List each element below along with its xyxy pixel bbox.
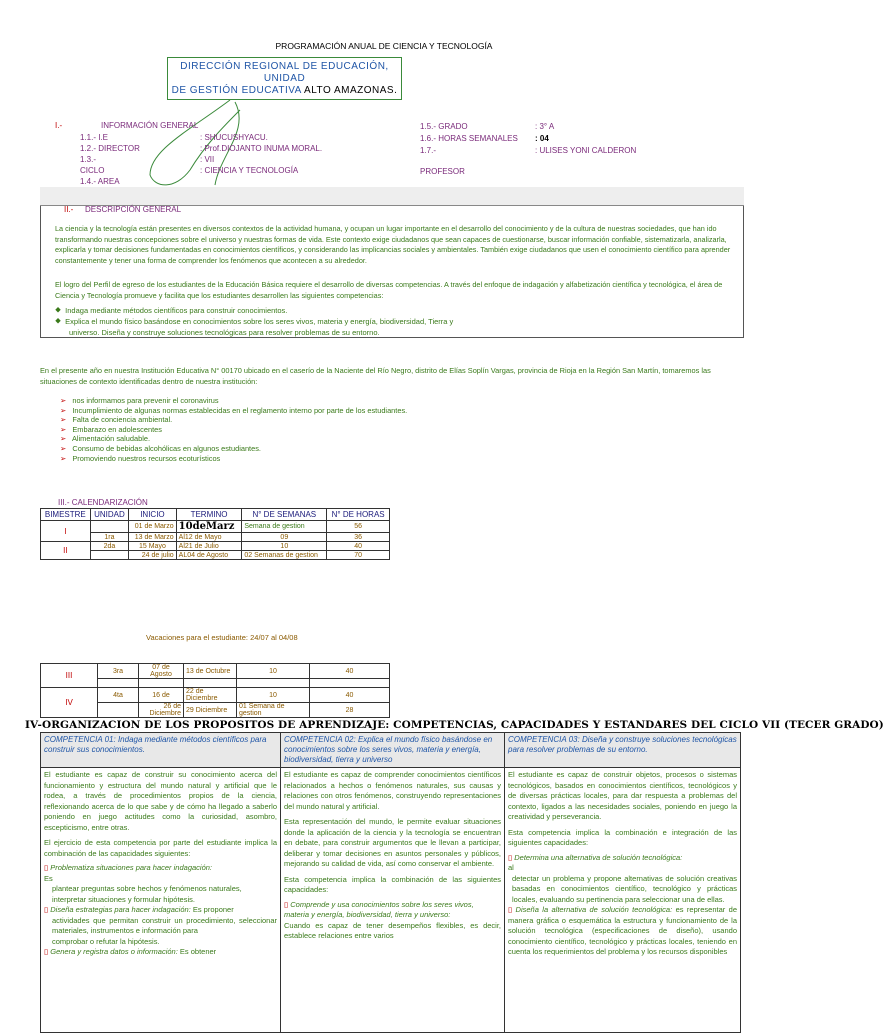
- col3-paragraph: Esta competencia implica la combinación e integración de las siguientes capacidades:: [508, 827, 737, 847]
- col1-text: comprobar o refutar la hipótesis.: [52, 936, 160, 946]
- info-right-label: 1.6.- HORAS SEMANALES: [420, 134, 518, 143]
- calendar-table: [40, 508, 390, 560]
- info-label: CICLO: [80, 166, 105, 175]
- dre-line2a: DE GESTIÓN EDUCATIVA: [171, 85, 302, 96]
- col1-capacity: Genera y registra datos o información:: [50, 947, 178, 956]
- col1-text: actividades que permitan construir un procedimiento, seleccionar materiales, instrumentos e información para: [52, 915, 277, 935]
- info-value: : CIENCIA Y TECNOLOGÍA: [200, 166, 299, 175]
- context-item: nos informamos para prevenir el coronavirus: [72, 396, 219, 405]
- col3-text: al: [508, 863, 514, 872]
- dre-line2b: ALTO AMAZONAS.: [304, 85, 398, 96]
- info-labels: [80, 132, 200, 187]
- cell-bimestre: II: [41, 542, 91, 560]
- cell: 10deMarz: [176, 521, 242, 533]
- page-title: PROGRAMACIÓN ANUAL DE CIENCIA Y TECNOLOGÍA: [275, 41, 493, 51]
- info-right-values: [535, 121, 735, 157]
- cell: [90, 521, 129, 533]
- comp-header-1: COMPETENCIA 01: Indaga mediante métodos científicos para construir sus conocimientos.: [41, 733, 281, 768]
- col1-text: interpretar situaciones y formular hipótesis.: [52, 894, 195, 904]
- cell: 22 de Diciembre: [184, 688, 237, 703]
- cell: 4ta: [98, 688, 139, 703]
- col1-paragraph: El estudiante es capaz de construir su conocimiento acerca del funcionamiento y estructura del mundo natural y artificial que le rodea, a través de procedimientos propios de la ciencia, reflexionando acerca de lo que sabe y de cómo ha llegado a saberlo poniendo en juego actitudes como la curiosidad, asombro, escepticismo, entre otras.: [44, 770, 277, 832]
- desc-heading-num: II.-: [64, 205, 74, 214]
- desc-heading: DESCRIPCIÓN GENERAL: [85, 205, 182, 214]
- cell: 1ra: [90, 533, 129, 542]
- table-row: [41, 521, 390, 533]
- info-values: [200, 132, 400, 176]
- cell: 01 de Marzo: [129, 521, 176, 533]
- cell: 2da: [90, 542, 129, 551]
- cell: 13 de Marzo: [129, 533, 176, 542]
- dre-line1: DIRECCIÓN REGIONAL DE EDUCACIÓN, UNIDAD: [180, 61, 389, 84]
- context-list: ➢ nos informamos para prevenir el coronavirus ➢ Incumplimiento de algunas normas establecidas en el reglamento interno por parte de los estudiantes. ➢ Falta de conciencia ambiental. ➢ Embarazo en adolescentes ➢ Alimentación saludable. ➢ Consumo de bebidas alcohólicas en algunos estudiantes. ➢ Promoviendo nuestros recursos ecoturísticos: [60, 396, 408, 463]
- context-item: Consumo de bebidas alcohólicas en algunos estudiantes.: [72, 443, 261, 453]
- info-right-value: : 3° A: [535, 122, 555, 131]
- comp-col-1: El estudiante es capaz de construir su conocimiento acerca del funcionamiento y estructura del mundo natural y artificial que le rodea, a través de procedimientos propios de la ciencia, reflexionando acerca de lo que sabe y de cómo ha llegado a saberlo poniendo en juego actitudes como la curiosidad, asombro, escepticismo, entre otras. El ejercicio de esta competencia por parte del estudiante implica la combinación de las capacidades siguientes: ▯ Problematiza situaciones para hacer indagación: Es plantear preguntas sobre hechos y fenómenos naturales, interpretar situaciones y formular hipótesis. ▯ Diseña estrategias para hacer indagación: Es proponer actividades que permitan construir un procedimiento, seleccionar materiales, instrumentos e información para comprobar o refutar la hipótesis. ▯ Genera y registra datos o información: Es obtener: [41, 768, 281, 1033]
- calendar-header: N° DE HORAS: [327, 509, 390, 521]
- cell: 15 Mayo: [129, 542, 176, 551]
- calendar-header: INICIO: [129, 509, 176, 521]
- cell: 40: [310, 664, 390, 679]
- comp-header-3: COMPETENCIA 03: Diseña y construye soluciones tecnológicas para resolver problemas de su entorno.: [505, 733, 741, 768]
- cell-bimestre: I: [41, 521, 91, 542]
- cell: 13 de Octubre: [184, 664, 237, 679]
- info-heading-num: I.-: [55, 121, 63, 130]
- table-row: [41, 551, 390, 560]
- cell-bimestre: IV: [41, 688, 98, 718]
- org-heading: IV-ORGANIZACION DE LOS PROPOSITOS DE APRENDIZAJE: COMPETENCIAS, CAPACIDADES Y ESTANDARES DEL CICLO VII (TECER GRADO): [25, 719, 884, 731]
- table-row: [41, 542, 390, 551]
- cell: 36: [327, 533, 390, 542]
- col1-capacity: Problematiza situaciones para hacer indagación:: [50, 863, 212, 872]
- info-right-label: 1.5.- GRADO: [420, 122, 468, 131]
- info-right-value: : ULISES YONI CALDERON: [535, 146, 637, 155]
- cell: AL04 de Agosto: [176, 551, 242, 560]
- dre-box: [167, 57, 402, 100]
- col2-capacity: Comprende y usa conocimientos sobre los seres vivos,: [290, 899, 474, 909]
- info-value: : VII: [200, 155, 215, 164]
- col1-capacity: Diseña estrategias para hacer indagación:: [50, 905, 191, 914]
- col2-text: Cuando es capaz de tener desempeños flexibles, es decir, establece relaciones entre varios: [284, 920, 501, 940]
- col1-text: plantear preguntas sobre hechos y fenómenos naturales,: [52, 884, 242, 893]
- cell: 01 Semana de gestion: [237, 703, 310, 718]
- context-item: Embarazo en adolescentes: [72, 424, 162, 434]
- col2-paragraph: Esta representación del mundo, le permite evaluar situaciones donde la aplicación de la ciencia y la tecnología se encuentran en debate, para construir argumentos que le llevan a participar, deliberar y tomar decisiones en asuntos personales y públicos, mejorando su calidad de vida, así como conservar el ambiente.: [284, 817, 501, 868]
- comp-col-3: El estudiante es capaz de construir objetos, procesos o sistemas tecnológicos, basados en conocimientos científicos, tecnológicos y de diversas prácticas locales, para dar respuesta a problemas del contexto, ligados a las necesidades sociales, poniendo en juego la creatividad y perseverancia. Esta competencia implica la combinación e integración de las siguientes capacidades: ▯ Determina una alternativa de solución tecnológica: al detectar un problema y propone alternativas de solución creativas basadas en conocimientos científico, tecnológico y prácticas locales, evaluando su pertinencia para seleccionar una de ellas. ▯ Diseña la alternativa de solución tecnológica: es representar de manera gráfica o esquemática la estructura y funcionamiento de la solución tecnológica (especificaciones de diseño), usando conocimiento científico, tecnológico y prácticas locales, teniendo en cuenta los requerimientos del problema y los recursos disponibles: [505, 768, 741, 1033]
- cell: 28: [310, 703, 390, 718]
- context-intro: En el presente año en nuestra Institución Educativa N° 00170 ubicado en el caserío de la Naciente del Río Negro, distrito de Elías Soplín Vargas, provincia de Rioja en la Región San Martín, tomaremos las situaciones de contexto identificadas dentro de nuestra institución:: [40, 366, 711, 386]
- cell: 56: [327, 521, 390, 533]
- context-item: Incumplimiento de algunas normas establecidas en el reglamento interno por parte de los estudiantes.: [72, 405, 408, 415]
- cell: 29 Diciembre: [184, 703, 237, 718]
- cell: 40: [310, 688, 390, 703]
- col1-text: Es obtener: [179, 947, 217, 956]
- cell-bimestre: III: [41, 664, 98, 688]
- calendar-header: BIMESTRE: [41, 509, 91, 521]
- col3-text: es representar de manera gráfica o esquemática la estructura y funcionamiento de la solución tecnológica (especificaciones de diseño), usando conocimiento científico, tecnológico y prácticas locales, teniendo en cuenta los requerimientos del problema y los recursos disponibles: [508, 905, 737, 956]
- context-item: Alimentación saludable.: [71, 434, 151, 444]
- cell: 70: [327, 551, 390, 560]
- cell: 3ra: [98, 664, 139, 679]
- info-label: 1.3.-: [80, 155, 97, 164]
- table-row: [41, 533, 390, 542]
- col3-capacity: Diseña la alternativa de solución tecnológica:: [515, 905, 673, 914]
- info-heading: INFORMACIÓN GENERAL: [101, 121, 199, 130]
- cell: Semana de gestion: [242, 521, 327, 533]
- table-row: [41, 664, 390, 679]
- info-value: : Prof.DIOJANTO INUMA MORAL.: [200, 144, 323, 153]
- col1-paragraph: El ejercicio de esta competencia por parte del estudiante implica la combinación de las capacidades siguientes:: [44, 838, 277, 858]
- col3-text: detectar un problema y propone alternativas de solución creativas basadas en conocimientos científico, tecnológico y prácticas locales, evaluando su pertinencia para seleccionar una de ellas.: [512, 873, 737, 904]
- col3-paragraph: El estudiante es capaz de construir objetos, procesos o sistemas tecnológicos, basados en conocimientos científicos, tecnológicos y de diversas prácticas locales, para dar respuesta a problemas del contexto, ligados a las necesidades sociales, poniendo en juego la creatividad y perseverancia.: [508, 770, 737, 821]
- cell: 24 de julio: [129, 551, 176, 560]
- cell: 09: [242, 533, 327, 542]
- vacation-note: Vacaciones para el estudiante: 24/07 al 04/08: [146, 633, 298, 642]
- col2-paragraph: El estudiante es capaz de comprender conocimientos científicos relacionados a hechos o fenómenos naturales, sus causas y relaciones con otros fenómenos, construyendo representaciones del mundo natural y artificial.: [284, 770, 501, 811]
- info-label: 1.4.- AREA: [80, 177, 120, 186]
- cell: 40: [327, 542, 390, 551]
- info-right-label: 1.7.-: [420, 146, 437, 155]
- cell: 02 Semanas de gestion: [242, 551, 327, 560]
- col1-text: Es proponer: [192, 905, 234, 914]
- cell: [90, 551, 129, 560]
- cell: 07 de Agosto: [139, 664, 184, 679]
- col2-paragraph: Esta competencia implica la combinación de las siguientes capacidades:: [284, 874, 501, 894]
- desc-paragraph-2: El logro del Perfil de egreso de los estudiantes de la Educación Básica requiere el desarrollo de diversas competencias. A través del enfoque de indagación y alfabetización científica y tecnológica, el área de Ciencia y Tecnología promueve y facilita que los estudiantes desarrollen las siguientes competencias:: [55, 280, 723, 300]
- desc-bullet: Indaga mediante métodos científicos para construir conocimientos.: [65, 306, 288, 315]
- calendar-header: TERMINO: [176, 509, 242, 521]
- cell: Al21 de Julio: [176, 542, 242, 551]
- context-item: Falta de conciencia ambiental.: [72, 415, 173, 425]
- info-value: : SHUCUSHYACU.: [200, 133, 268, 142]
- description-band: [40, 187, 744, 206]
- desc-paragraph-1: La ciencia y la tecnología están presentes en diversos contextos de la actividad humana, y ocupan un lugar importante en el desarrollo del conocimiento y de la cultura de nuestras sociedades, que han ido transformando nuestras concepciones sobre el universo y nuestras formas de vida. Este contexto exige ciudadanos que sean capaces de cuestionarse, buscar información confiable, sistematizarla, analizarla, explicarla y tomar decisiones fundamentadas en conocimientos científicos, y considerando las implicancias sociales y ambientales. También exige ciudadanos que usen el conocimiento científico para aprender constantemente y tener una forma de comprender los fenómenos que acontecen a su alrededor.: [55, 224, 731, 265]
- context-item: Promoviendo nuestros recursos ecoturísticos: [72, 453, 221, 463]
- comp-header-2: COMPETENCIA 02: Explica el mundo físico basándose en conocimientos sobre los seres vivos, materia y energía, biodiversidad, tierra y universo: [281, 733, 505, 768]
- cell: 16 de: [139, 688, 184, 703]
- col3-capacity: Determina una alternativa de solución tecnológica:: [514, 852, 683, 862]
- cell: 10: [237, 688, 310, 703]
- cell: 10: [242, 542, 327, 551]
- calendar-header: UNIDAD: [90, 509, 129, 521]
- cell: [98, 703, 139, 718]
- calendar-header: N° DE SEMANAS: [242, 509, 327, 521]
- comp-col-2: El estudiante es capaz de comprender conocimientos científicos relacionados a hechos o fenómenos naturales, sus causas y relaciones con otros fenómenos, construyendo representaciones del mundo natural y artificial. Esta representación del mundo, le permite evaluar situaciones donde la aplicación de la ciencia y la tecnología se encuentran en debate, para construir argumentos que le llevan a participar, deliberar y tomar decisiones en asuntos personales y públicos, mejorando su calidad de vida, así como conservar el ambiente. Esta competencia implica la combinación de las siguientes capacidades: ▯ Comprende y usa conocimientos sobre los seres vivos, materia y energía, biodiversidad, tierra y universo: Cuando es capaz de tener desempeños flexibles, es decir, establece relaciones entre varios: [281, 768, 505, 1033]
- info-label: 1.1.- I.E: [80, 133, 109, 142]
- cell: Al12 de Mayo: [176, 533, 242, 542]
- cell: 10: [237, 664, 310, 679]
- desc-bullets: ⯁ Indaga mediante métodos científicos para construir conocimientos. ⯁ Explica el mundo físico basándose en conocimientos sobre los seres vivos, materia y energía, biodiversidad, Tierra y universo. Diseña y construye soluciones tecnológicas para resolver problemas de su entorno.: [55, 306, 454, 337]
- info-label: 1.2.- DIRECTOR: [80, 144, 140, 153]
- desc-bullet: universo. Diseña y construye soluciones tecnológicas para resolver problemas de su entorno.: [69, 328, 380, 337]
- info-right-value: : 04: [535, 134, 549, 143]
- calendar-table-2: [40, 663, 390, 718]
- desc-bullet: Explica el mundo físico basándose en conocimientos sobre los seres vivos, materia y energía, biodiversidad, Tierra y: [65, 317, 454, 326]
- table-row: [41, 688, 390, 703]
- col2-capacity: materia y energía, biodiversidad, tierra y universo:: [284, 910, 451, 919]
- calendar-heading: III.- CALENDARIZACIÓN: [58, 498, 148, 507]
- cell: 26 de Diciembre: [139, 703, 184, 718]
- info-right-labels: [420, 121, 540, 178]
- info-right-label: PROFESOR: [420, 167, 465, 176]
- competencies-table: [40, 732, 741, 1033]
- col1-text: Es: [44, 873, 53, 883]
